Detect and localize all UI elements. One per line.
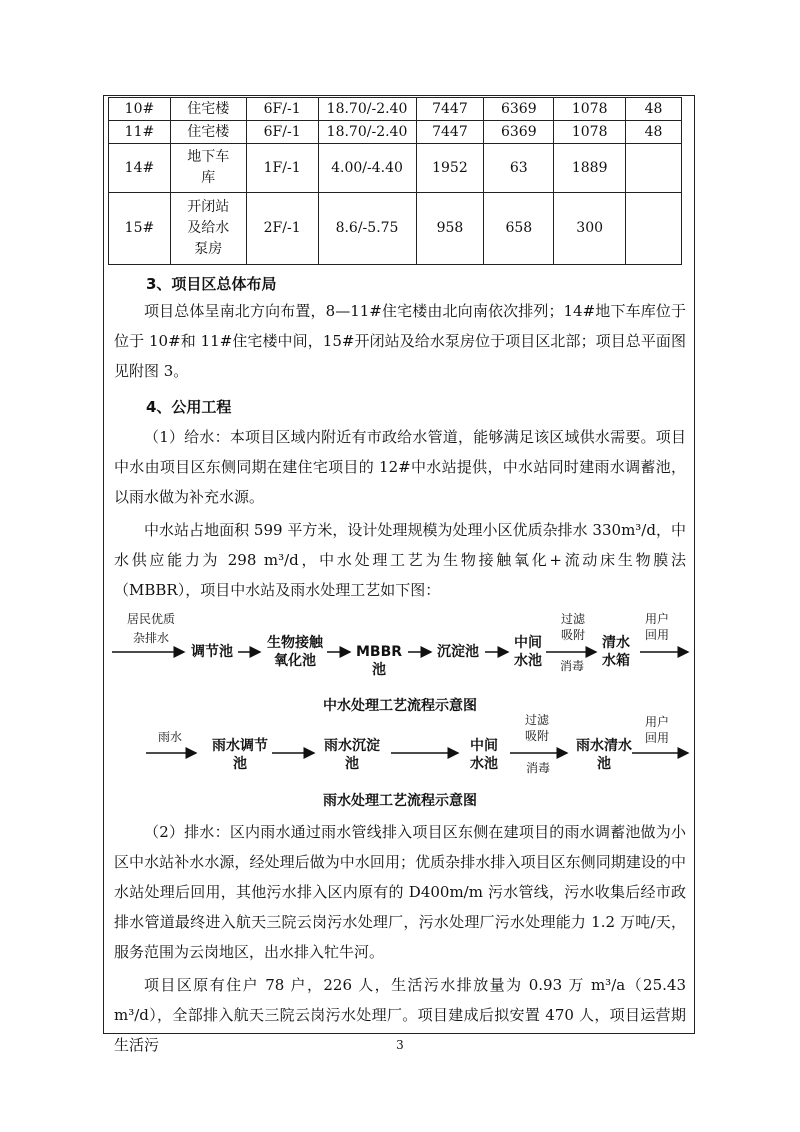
flow1-step-1: 调节池 xyxy=(191,644,233,660)
flow1-step-6: 清水水箱 xyxy=(602,635,630,669)
flow1-step-3: MBBR 池 xyxy=(355,644,403,678)
cell-below: 1078 xyxy=(554,98,626,121)
flow2-step-3: 中间水池 xyxy=(470,738,498,772)
flow1-input-line2: 杂排水 xyxy=(132,631,169,645)
section3-heading: 3、项目区总体布局 xyxy=(146,275,277,293)
cell-no: 11# xyxy=(109,121,171,144)
flow2-below-label: 消毒 xyxy=(525,761,550,775)
cell-name: 住宅楼 xyxy=(170,121,246,144)
flow2-step-2: 雨水沉淀池 xyxy=(324,738,380,772)
cell-below: 1889 xyxy=(554,144,626,193)
section4-p1: （1）给水：本项目区域内附近有市政给水管道，能够满足该区域供水需要。项目中水由项目区东侧同期在建住宅项目的 12#中水站提供，中水站同时建雨水调蓄池，以雨水做为补充水源。 xyxy=(114,428,686,506)
flow1-above-label: 过滤吸附 xyxy=(560,612,585,642)
flow2-input: 雨水 xyxy=(157,730,182,744)
cell-below: 1078 xyxy=(554,121,626,144)
flow1-step-4: 沉淀池 xyxy=(437,644,479,660)
section4-p2: 中水站占地面积 599 平方米，设计处理规模为处理小区优质杂排水 330m³/d，中水供应能力为 298 m³/d，中水处理工艺为生物接触氧化+流动床生物膜法（MBBR），项目中水站及雨水处理工艺如下图： xyxy=(114,521,686,599)
cell-name: 住宅楼 xyxy=(170,98,246,121)
cell-area: 7447 xyxy=(416,98,484,121)
cell-name: 地下车库 xyxy=(170,144,246,193)
cell-households: 48 xyxy=(626,121,682,144)
cell-below: 300 xyxy=(554,193,626,265)
cell-height: 18.70/-2.40 xyxy=(318,98,416,121)
flow1-below-label: 消毒 xyxy=(559,659,584,673)
flow1-step-5: 中间水池 xyxy=(514,635,542,669)
flow2-caption: 雨水处理工艺流程示意图 xyxy=(323,793,477,809)
cell-height: 18.70/-2.40 xyxy=(318,121,416,144)
flow1-output: 用户回用 xyxy=(644,612,669,642)
section4-heading: 4、公用工程 xyxy=(146,398,232,416)
cell-no: 15# xyxy=(109,193,171,265)
cell-above: 63 xyxy=(484,144,554,193)
section4-p4: 项目区原有住户 78 户，226 人，生活污水排放量为 0.93 万 m³/a（25.43 m³/d），全部排入航天三院云岗污水处理厂。项目建成后拟安置 470 人，项目运营期生活污 xyxy=(114,976,686,1054)
cell-above: 6369 xyxy=(484,98,554,121)
flow2-output: 用户回用 xyxy=(644,715,669,745)
page-number: 3 xyxy=(396,1038,404,1052)
cell-name: 开闭站及给水泵房 xyxy=(170,193,246,265)
cell-no: 10# xyxy=(109,98,171,121)
flow1-input-line1: 居民优质 xyxy=(126,612,175,626)
cell-floors: 2F/-1 xyxy=(246,193,318,265)
section3-text: 项目总体呈南北方向布置，8—11#住宅楼由北向南依次排列；14#地下车库位于位于 10#和 11#住宅楼中间，15#开闭站及给水泵房位于项目区北部；项目总平面图见附图 3。 xyxy=(114,302,686,380)
cell-above: 658 xyxy=(484,193,554,265)
cell-floors: 6F/-1 xyxy=(246,98,318,121)
cell-area: 958 xyxy=(416,193,484,265)
section4-p3: （2）排水：区内雨水通过雨水管线排入项目区东侧在建项目的雨水调蓄池做为小区中水站补水水源，经处理后做为中水回用；优质杂排水排入项目区东侧同期建设的中水站处理后回用，其他污水排入区内原有的 D400m/m 污水管线，污水收集后经市政排水管道最终进入航天三院云岗污水处理厂，污水处理厂污水处理能力 1.2 万吨/天，服务范围为云岗地区，出水排入牤牛河。 xyxy=(114,823,686,961)
cell-height: 4.00/-4.40 xyxy=(318,144,416,193)
flow2-step-1: 雨水调节池 xyxy=(212,738,268,772)
cell-households: 48 xyxy=(626,98,682,121)
flow1-step-2: 生物接触氧化池 xyxy=(267,635,323,669)
cell-floors: 6F/-1 xyxy=(246,121,318,144)
cell-area: 7447 xyxy=(416,121,484,144)
cell-above: 6369 xyxy=(484,121,554,144)
flow1-caption: 中水处理工艺流程示意图 xyxy=(323,698,477,714)
cell-no: 14# xyxy=(109,144,171,193)
cell-height: 8.6/-5.75 xyxy=(318,193,416,265)
cell-area: 1952 xyxy=(416,144,484,193)
flow2-above-label: 过滤吸附 xyxy=(524,713,549,743)
flow2-step-4: 雨水清水池 xyxy=(576,738,632,772)
cell-floors: 1F/-1 xyxy=(246,144,318,193)
